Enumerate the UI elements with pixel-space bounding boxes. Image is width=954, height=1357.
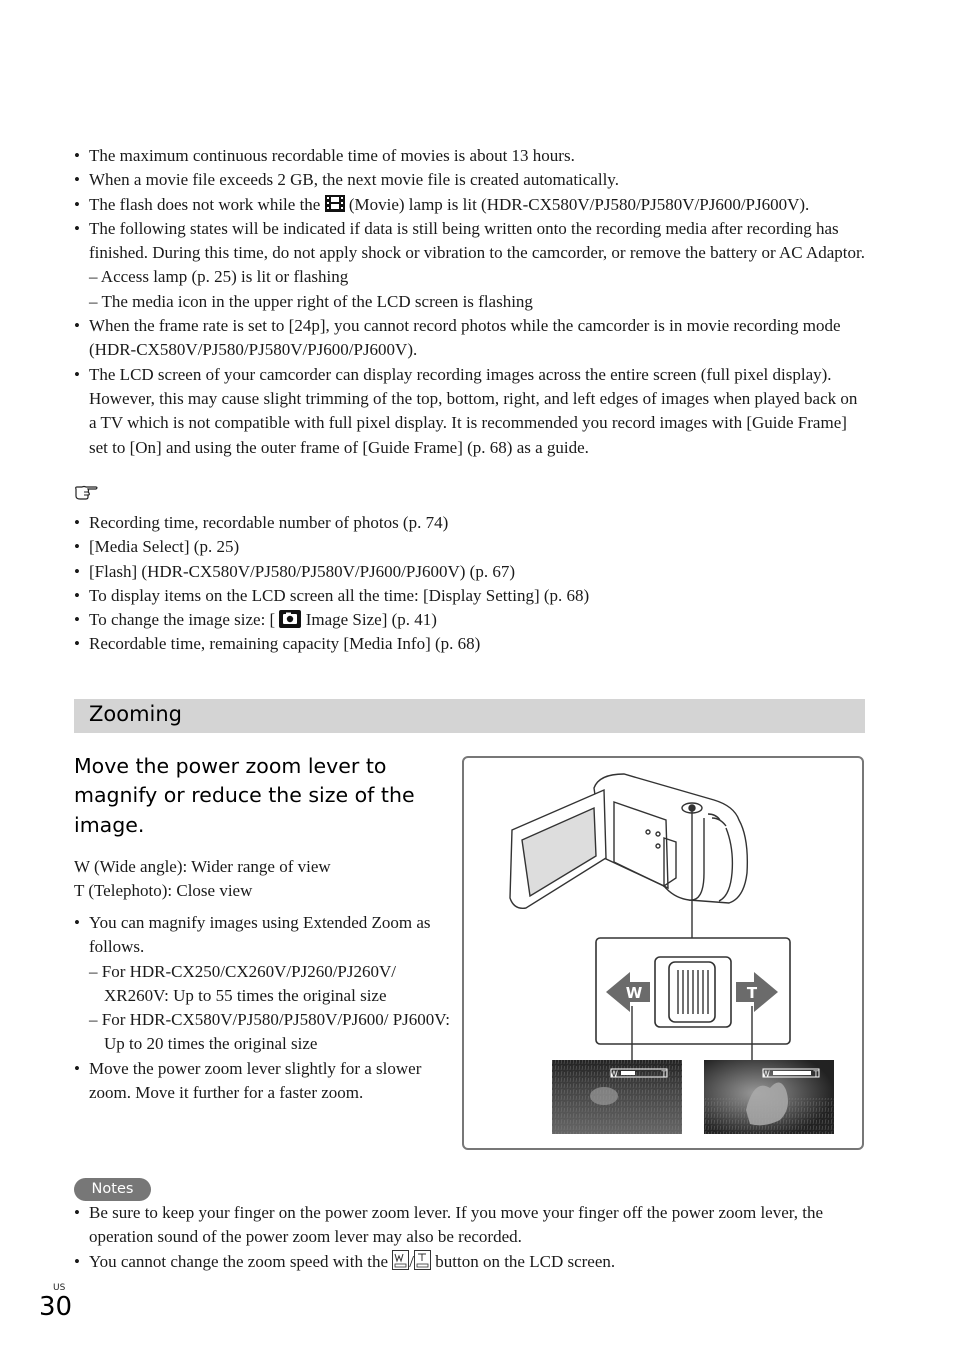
list-item: • When the frame rate is set to [24p], you cannot record photos while the camcorder is in movie recording mode (HDR-CX580V/PJ580/PJ580V/PJ600/PJ600V).: [74, 314, 866, 363]
list-item: • [Flash] (HDR-CX580V/PJ580/PJ580V/PJ600/PJ600V) (p. 67): [74, 560, 866, 584]
wide-angle-photo: [552, 1060, 682, 1134]
list-item: • The following states will be indicated if data is still being written onto the recording media after recording has finished. During this time, do not apply shock or vibration to the camcorder, or remove the battery or AC Adaptor. – Access lamp (p. 25) is lit or flashing – The media icon in the upper right of the LCD screen is flashing: [74, 217, 866, 314]
telephoto-photo: [704, 1060, 834, 1134]
zoom-bar-t-label: T: [661, 1069, 667, 1079]
list-item: • To change the image size: [ Image Size] (p. 41): [74, 608, 866, 632]
list-item: • Be sure to keep your finger on the power zoom lever. If you move your finger off the power zoom lever, the operation sound of the power zoom lever may also be recorded.: [74, 1201, 866, 1250]
list-item: • You can magnify images using Extended Zoom as follows. – For HDR-CX250/CX260V/PJ260/PJ260V/ XR260V: Up to 55 times the original size – For HDR-CX580V/PJ580/PJ580V/PJ600/ PJ600V: Up to 20 times the original size: [74, 911, 454, 1057]
recording-notes-list: [74, 144, 866, 460]
zoom-bar-w-label: W: [610, 1069, 618, 1079]
section-title: Zooming: [89, 702, 183, 726]
list-item: • You cannot change the zoom speed with the / button on the LCD screen.: [74, 1250, 866, 1274]
tele-arrow-label: T: [746, 984, 758, 1002]
w-zoom-button-icon: [392, 1250, 409, 1270]
zoom-bar-t-label: T: [813, 1069, 819, 1079]
t-zoom-button-icon: [414, 1250, 431, 1270]
zoom-bar-w-label: W: [762, 1069, 770, 1079]
page-language-code: US: [53, 1283, 66, 1293]
section-header-bar: [74, 699, 865, 733]
list-item: • The maximum continuous recordable time of movies is about 13 hours.: [74, 144, 866, 168]
camcorder-illustration: [464, 758, 862, 1148]
list-item: • Recordable time, remaining capacity [Media Info] (p. 68): [74, 632, 866, 656]
movie-film-icon: [325, 195, 345, 212]
zoom-notes-list: [74, 911, 454, 1105]
list-item: • Recording time, recordable number of photos (p. 74): [74, 511, 866, 535]
instruction-headline: Move the power zoom lever to magnify or reduce the size of the image.: [74, 754, 415, 837]
page-number: 30: [39, 1292, 73, 1322]
reference-list: [74, 511, 866, 657]
notes-list: [74, 1201, 866, 1274]
camcorder-body: [510, 774, 747, 908]
wide-angle-description: W (Wide angle): Wider range of view: [74, 857, 331, 876]
list-item: • [Media Select] (p. 25): [74, 535, 866, 559]
list-item: • To display items on the LCD screen all the time: [Display Setting] (p. 68): [74, 584, 866, 608]
wide-arrow-label: W: [625, 984, 643, 1002]
zoom-lever-illustration: [462, 756, 864, 1150]
list-item: • The LCD screen of your camcorder can display recording images across the entire screen (full pixel display). However, this may cause slight trimming of the top, bottom, right, and left edges of images when played back on a TV which is not compatible with full pixel display. It is recommended you record images with [Guide Frame] set to [On] and using the outer frame of [Guide Frame] (p. 68) as a guide.: [74, 363, 866, 460]
camera-icon: [279, 610, 301, 628]
list-item: • The flash does not work while the (Movie) lamp is lit (HDR-CX580V/PJ580/PJ580V/PJ600/PJ600V).: [74, 193, 866, 217]
list-item: • When a movie file exceeds 2 GB, the next movie file is created automatically.: [74, 168, 866, 192]
notes-badge: Notes: [74, 1178, 151, 1201]
list-item: • Move the power zoom lever slightly for a slower zoom. Move it further for a faster zoom.: [74, 1057, 454, 1106]
zoom-descriptions: [74, 855, 454, 904]
pointing-hand-icon: [74, 485, 100, 501]
telephoto-description: T (Telephoto): Close view: [74, 881, 253, 901]
